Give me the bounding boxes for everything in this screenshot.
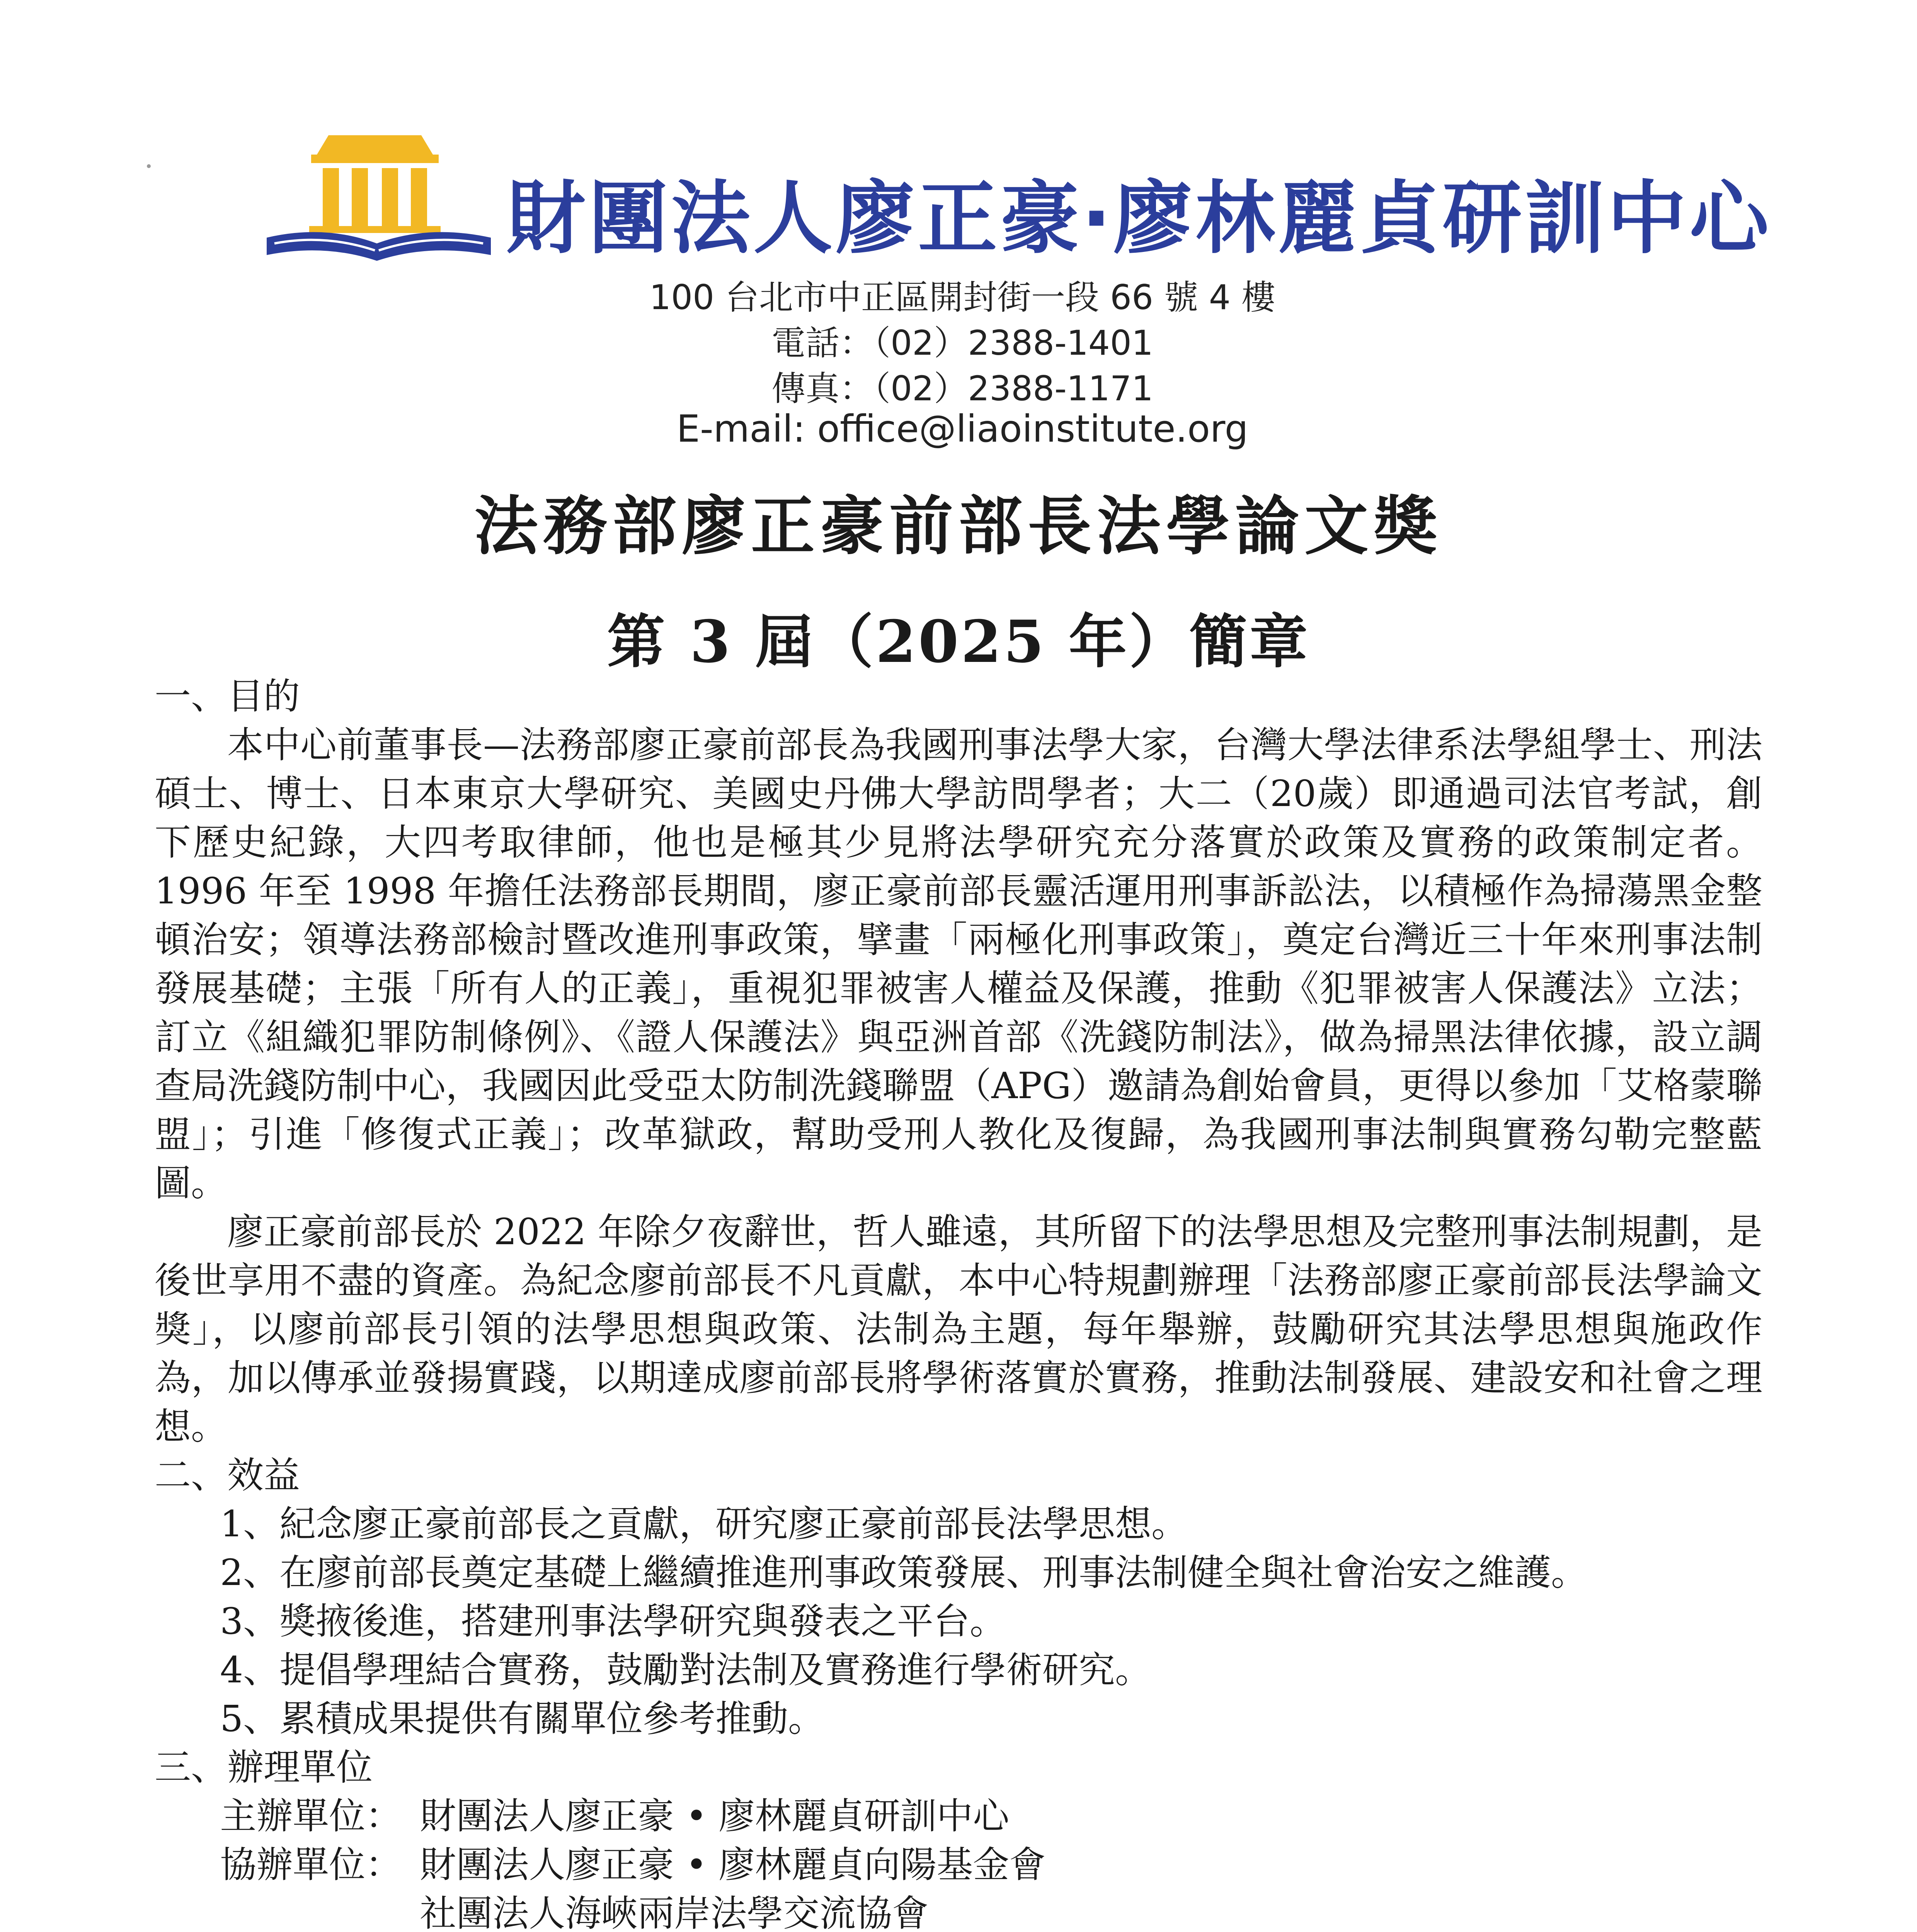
institute-columns-book-icon [259,128,499,270]
organization-phone: 電話：（02）2388-1401 [771,323,1153,363]
host-label: 主辦單位： [220,1795,402,1837]
host-organizer: 財團法人廖正豪 • 廖林麗貞研訓中心 [420,1795,1010,1837]
section-heading-benefits: 二、效益 [155,1454,300,1497]
section-heading-purpose: 一、目的 [155,675,300,718]
scan-speck [147,164,151,168]
document-subtitle: 第 3 屆（2025 年）簡章 [607,608,1310,676]
benefit-item: 4、提倡學理結合實務，鼓勵對法制及實務進行學術研究。 [220,1649,1151,1691]
document-title: 法務部廖正豪前部長法學論文獎 [474,489,1443,563]
co-organizer: 財團法人廖正豪 • 廖林麗貞向陽基金會 [420,1844,1046,1886]
co-organizer: 社團法人海峽兩岸法學交流協會 [420,1893,929,1932]
co-organizer-label: 協辦單位： [220,1844,402,1886]
host-organizer-row [155,1792,1762,1841]
organization-address: 100 台北市中正區開封街一段 66 號 4 樓 [649,277,1275,317]
organization-name: 財團法人廖正豪‧廖林麗貞研訓中心 [506,173,1772,265]
document-body [155,672,1762,1932]
benefit-item: 2、在廖前部長奠定基礎上繼續推進刑事政策發展、刑事法制健全與社會治安之維護。 [220,1552,1587,1594]
purpose-paragraph: 廖正豪前部長於 2022 年除夕夜辭世，哲人雖遠，其所留下的法學思想及完整刑事法制規劃，是後世享用不盡的資產。為紀念廖前部長不凡貢獻，本中心特規劃辦理「法務部廖正豪前部長法學論文獎」，以廖前部長引領的法學思想與政策、法制為主題，每年舉辦，鼓勵研究其法學思想與施政作為，加以傳承並發揚實踐，以期達成廖前部長將學術落實於實務，推動法制發展、建設安和社會之理想。 [155,1211,1762,1448]
benefit-item: 3、獎掖後進，搭建刑事法學研究與發表之平台。 [220,1600,1006,1643]
purpose-paragraph: 本中心前董事長—法務部廖正豪前部長為我國刑事法學大家，台灣大學法律系法學組學士、刑法碩士、博士、日本東京大學研究、美國史丹佛大學訪問學者；大二（20歲）即通過司法官考試，創下歷史紀錄，大四考取律師，他也是極其少見將法學研究充分落實於政策及實務的政策制定者。1996 年至 1998 年擔任法務部長期間，廖正豪前部長靈活運用刑事訴訟法，以積極作為掃蕩黑金整頓治安；領導法務部檢討暨改進刑事政策，擘畫「兩極化刑事政策」，奠定台灣近三十年來刑事法制發展基礎；主張「所有人的正義」，重視犯罪被害人權益及保護，推動《犯罪被害人保護法》立法；訂立《組織犯罪防制條例》、《證人保護法》與亞洲首部《洗錢防制法》，做為掃黑法律依據，設立調查局洗錢防制中心，我國因此受亞太防制洗錢聯盟（APG）邀請為創始會員，更得以參加「艾格蒙聯盟」；引進「修復式正義」；改革獄政，幫助受刑人教化及復歸，為我國刑事法制與實務勾勒完整藍圖。 [155,724,1762,1204]
organization-fax: 傳真：（02）2388-1171 [771,369,1153,408]
benefit-item: 5、累積成果提供有關單位參考推動。 [220,1698,824,1740]
section-heading-organizers: 三、辦理單位 [155,1747,373,1789]
organization-email: E-mail: office@liaoinstitute.org [676,407,1248,451]
co-organizer-row [155,1841,1762,1889]
co-organizer-row [155,1889,1762,1932]
benefit-item: 1、紀念廖正豪前部長之貢獻，研究廖正豪前部長法學思想。 [220,1503,1188,1545]
